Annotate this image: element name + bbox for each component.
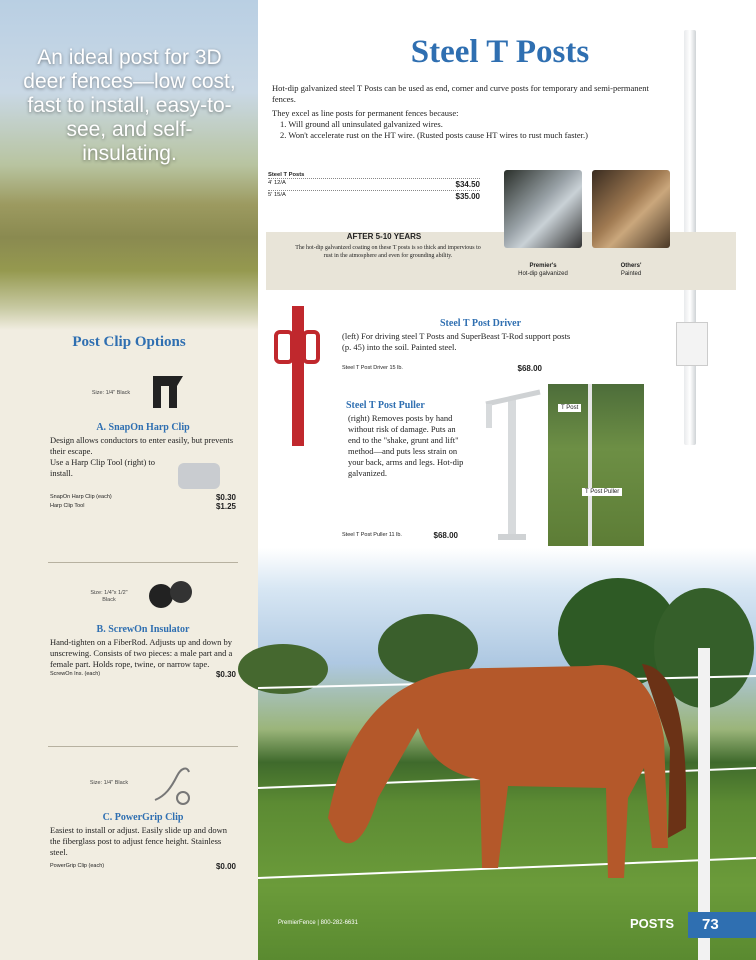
rusted-post-photo: [592, 170, 670, 248]
clip-c-row-1: PowerGrip Clip (each) $0.00: [50, 862, 236, 871]
galvanized-post-photo: [504, 170, 582, 248]
clip-b-desc: Hand-tighten on a FiberRod. Adjusts up and down by unscrewing. Consists of two pieces: a male part and a female part. Holds rope, twine, or narrow tape.: [50, 637, 233, 669]
clip-a-row-2: Harp Clip Tool $1.25: [50, 502, 236, 511]
horse-pasture-photo: [258, 548, 756, 960]
clip-a-section: [50, 368, 236, 511]
screwon-insulator-icon: [145, 574, 197, 620]
right-column: [258, 0, 756, 960]
page-title: Steel T Posts: [410, 34, 590, 70]
clip-b-row-1: ScrewOn Ins. (each) $0.30: [50, 670, 236, 679]
puller-in-use-photo: [548, 384, 644, 546]
clip-c-meta: Size: 1/4" Black: [89, 779, 129, 786]
clip-b-title: B. ScrewOn Insulator: [96, 624, 190, 635]
divider: [48, 746, 238, 747]
clip-c-section: [50, 758, 236, 871]
tpost-tag: T Post: [558, 404, 581, 412]
puller-tag: T Post Puller: [582, 488, 622, 496]
clip-a-desc: Design allows conductors to enter easily, but prevents their escape.: [50, 435, 234, 456]
puller-price-row: Steel T Post Puller 11 lb. $68.00: [342, 531, 458, 540]
driver-price-row: Steel T Post Driver 15 lb. $68.00: [342, 364, 542, 373]
caption-premier: Premier's Hot-dip galvanized: [518, 263, 568, 277]
clip-a-title: A. SnapOn Harp Clip: [96, 422, 190, 433]
clip-c-title: C. PowerGrip Clip: [102, 812, 184, 823]
footer-text: PremierFence | 800-282-6631: [278, 920, 358, 926]
clip-c-desc: Easiest to install or adjust. Easily slide up and down the fiberglass post to adjust fence height. Stainless steel.: [50, 825, 228, 857]
section-label: POSTS: [630, 916, 675, 931]
steel-intro: Hot-dip galvanized steel T Posts can be used as end, corner and curve posts for temporary and semi-permanent fences. They excel as line posts for permanent fences because: 1. Will ground all uninsulated galvanized wires. 2. Won't accelerate rust on the HT wire. (Rusted posts cause HT wires to rust much faster.): [272, 83, 649, 140]
harp-clip-icon: [147, 368, 195, 418]
divider: [48, 562, 238, 563]
clip-a-desc2: Use a Harp Clip Tool (right) to install.: [50, 457, 156, 478]
clip-a-row-1: SnapOn Harp Clip (each) $0.30: [50, 493, 236, 502]
powergrip-clip-icon: [145, 758, 197, 808]
clip-options-title: Post Clip Options: [72, 334, 186, 350]
page-number: 73: [688, 912, 756, 938]
t-post-anchor-plate: [676, 322, 708, 366]
clip-b-section: [50, 574, 236, 679]
harp-clip-tool-icon: [172, 457, 228, 493]
left-column: [0, 0, 258, 960]
caption-others: Others' Painted: [620, 263, 642, 277]
after-text: The hot-dip galvanized coating on these T posts is so thick and impervious to rust in the atmosphere and even for grounding ability.: [295, 245, 481, 259]
hero-photo: [0, 0, 258, 330]
driver-desc: (left) For driving steel T Posts and SuperBeast T-Rod support posts (p. 45) into the soil. Painted steel.: [342, 331, 571, 352]
post-driver-image: [274, 302, 322, 452]
puller-title: Steel T Post Puller: [346, 400, 425, 411]
post-puller-image: [480, 384, 548, 544]
clip-a-meta: Size: 1/4" Black: [91, 389, 131, 396]
hero-text: An ideal post for 3D deer fences—low cost, fast to install, easy-to-see, and self-insulating.: [23, 46, 236, 165]
puller-desc: (right) Removes posts by hand without risk of damage. Puts an end to the "shake, grunt and lift" method—and puts less strain on your back, arms and legs. Hot-dip galvanized.: [348, 413, 464, 478]
fence-and-horse: [258, 548, 756, 960]
driver-title: Steel T Post Driver: [440, 318, 522, 329]
steel-post-table: Steel T Posts 4' 12/A $34.50 5' 15/A $35.00: [268, 172, 480, 201]
after-title: AFTER 5-10 YEARS: [346, 232, 422, 241]
clip-b-meta: Size: 1/4"x 1/2" Black: [90, 590, 128, 603]
